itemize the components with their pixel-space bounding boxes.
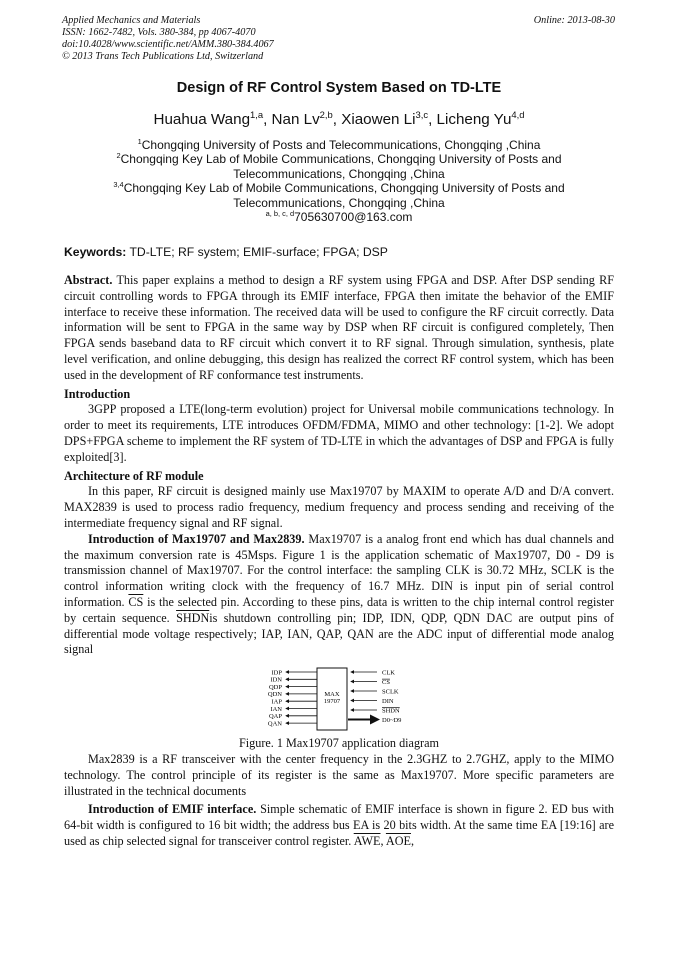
awe-signal: $\overline{AWE}$ [353,833,381,848]
left-pins [268,669,317,727]
paper-title: Design of RF Control System Based on TD-LTE [176,80,502,96]
author-name: Xiaowen Li [341,111,416,128]
author-name: Huahua Wang [153,111,251,128]
paragraph-text: Simple schematic of EMIF interface is shown in figure 2. ED bus with 64-bit width is configured to 16 bit width; the address bus EA is 20 bits width. At the same time EA [19:16] are used as chip selected signal for transceiver control register. [64,802,614,848]
chip-label: 19707 [323,698,341,706]
paragraph [64,532,614,658]
email-sup: a, b, c, d [265,209,295,218]
journal-name: Applied Mechanics and Materials [62,15,201,26]
shdn-signal: SHDN [176,610,210,625]
affiliation-text: Chongqing Key Lab of Mobile Communications, Chongqing University of Posts and Telecommunications, Chongqing ,China [123,181,565,210]
abstract [64,273,614,384]
author-sup: 2,b [319,108,333,120]
max19707-diagram [64,662,614,736]
subsection-label: Introduction of EMIF interface. [88,802,257,817]
issn-line: ISSN: 1662-7482, Vols. 380-384, pp 4067-4070 [62,27,256,38]
pin-label: IDP [271,669,282,677]
paragraph-text: is the selected pin. According to these pins, data is written to the chip internal control register by certain sequence. [64,594,614,625]
figure-caption: Figure. 1 Max19707 application diagram [238,736,440,751]
doi-line: doi:10.4028/www.scientific.net/AMM.380-384.4067 [62,39,274,50]
author-sup: 4,d [511,108,525,120]
subsection-label: Introduction of Max19707 and Max2839. [88,531,305,546]
author-name: Licheng Yu [436,111,512,128]
keywords-label: Keywords: [64,245,127,259]
keywords [64,245,388,259]
author-name: Nan Lv [271,111,320,128]
abstract-text: This paper explains a method to design a RF system using FPGA and DSP. After DSP sending RF circuit controlling words to FPGA through its EMIF interface, FPGA then imitate the behavior of the EMIF interface to receive these information. The received data will be used to configure the RF circuit correctly. Data information will be sent to FPGA in the same way by DSP when RF circuit is configured completely, Then FPGA sends baseband data to RF circuit which convert it to RF signal. Through simulation, synthesis, plate level verification, and online debugging, this design has realized the correct RF control system, which has been used in the development of RF conformance test instruments. [64,273,614,382]
affiliation-3 [90,181,588,211]
pin-label: QAN [267,720,282,728]
pin-label: IAN [270,705,282,713]
paragraph-text: , [410,833,415,848]
paragraph [64,802,614,849]
pin-label: QAP [268,713,282,721]
paragraph-text: Max19707 is a analog front end which has dual channels and the maximum conversion rate is 45Msps. Figure 1 is the application schematic of Max19707, D0 - D9 is transmission channel of Max19707. For the control interface: the sampling CLK is 30.72 MHz, SCLK is the control information writing clock with the frequency of 16.7 MHz. DIN is input pin of serial control information. [64,531,614,609]
pin-label: SHDN [382,707,400,715]
copyright-line: © 2013 Trans Tech Publications Ltd, Switzerland [62,51,264,62]
pin-label: CS [382,678,390,686]
paper-body [64,273,614,850]
pin-label: CLK [382,669,395,677]
author-sup: 1,a [250,108,264,120]
pin-label: QDP [268,684,282,692]
online-date: Online: 2013-08-30 [533,15,615,26]
chip-label: MAX [324,691,340,699]
keywords-text: TD-LTE; RF system; EMIF-surface; FPGA; DSP [126,245,388,259]
section-heading: Introduction [64,386,131,401]
email-address: 705630700@163.com [294,210,413,224]
paragraph-text: is shutdown controlling pin; IDP, IDN, QDP, QDN DAC are output pins of differential mode voltage respectively; IAP, IAN, QAP, QAN are the ADC input of differential mode analog signal [64,610,614,657]
abstract-label: Abstract. [64,273,113,287]
pin-label: IDN [270,676,282,684]
paragraph: 3GPP proposed a LTE(long-term evolution) project for Universal mobile communications technology. In order to meet its requirements, LTE introduces OFDM/FDMA, MIMO and other technology: [1-2]. We adopt DPS+FPGA scheme to implement the RF system of TD-LTE in which the advantages of DSP and FPGA is fully exploited[3]. [64,402,614,464]
pin-label: QDN [267,691,282,699]
affiliation-2 [90,152,588,182]
affiliation-sup: 2 [116,151,121,160]
journal-header [62,15,615,63]
cs-signal: $\overline{CS}$ [128,594,144,609]
paragraph: Max2839 is a RF transceiver with the center frequency in the 2.3GHZ to 2.7GHZ, apply to the MIMO technology. The control principle of its register is the same as Max19707. More specific parameters are illustrated in the technical documents [64,751,614,798]
author-sup: 3,c [415,108,429,120]
affiliation-sup: 3,4 [113,180,124,189]
pin-label: SCLK [382,688,399,696]
email-line [90,210,588,225]
affiliation-text: Chongqing University of Posts and Telecommunications, Chongqing ,China [141,138,541,152]
section-heading: Architecture of RF module [64,468,204,483]
pin-label: DIN [382,697,394,705]
paragraph-text: , [380,833,386,848]
affiliation-1 [90,138,588,153]
affiliation-text: Chongqing Key Lab of Mobile Communications, Chongqing University of Posts and Telecommunications, Chongqing ,China [120,152,562,181]
right-pins [348,669,401,724]
figure-max19707 [64,662,614,736]
author-list: Huahua Wang$^{1,a}$, Nan Lv$^{2,b}$, Xiaowen Li$^{3,c}$, Licheng Yu$^{4,d}$ [153,108,525,128]
pin-label: IAP [271,698,282,706]
pin-label: D0~D9 [382,716,402,724]
paragraph: In this paper, RF circuit is designed mainly use Max19707 by MAXIM to operate A/D and D/A convert. MAX2839 is used to process radio frequency, medium frequency and process sending and receiving of the intermediate frequency signal and RF signal. [64,484,614,530]
affiliation-sup: 1 [137,137,142,146]
aoe-signal: $\overline{AOE}$ [385,833,411,848]
